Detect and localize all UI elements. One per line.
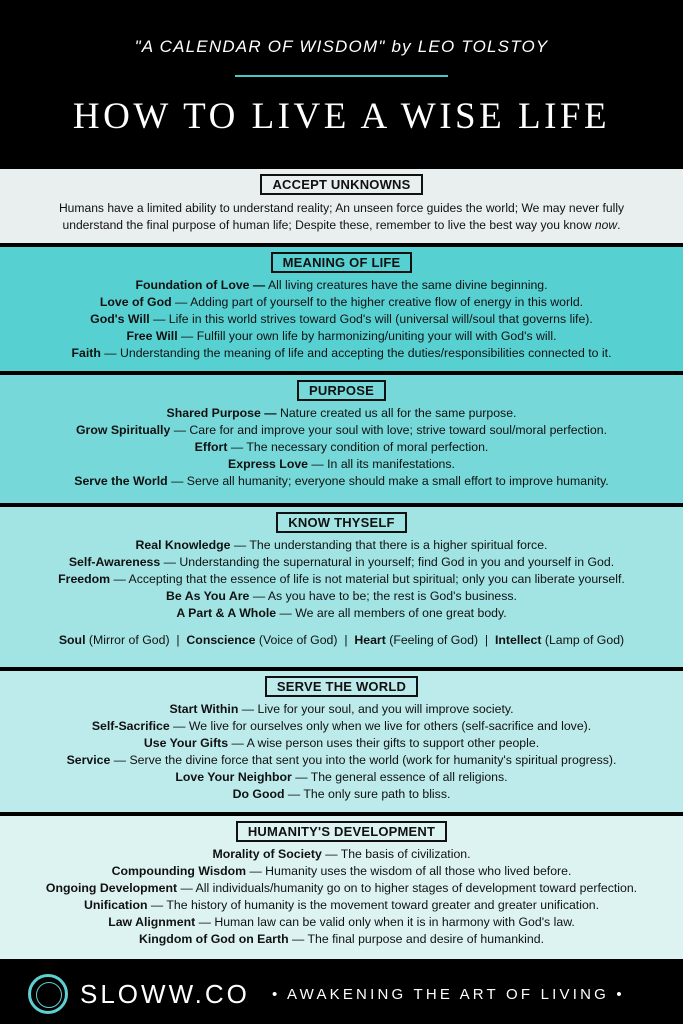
- faculties-line: [0, 633, 683, 647]
- item-text: — All individuals/humanity go on to higher stages of development toward perfection.: [177, 881, 638, 895]
- list-item: [0, 294, 683, 311]
- item-term: Morality of Society: [212, 847, 322, 861]
- item-term: Self-Sacrifice: [91, 719, 170, 733]
- item-text: Nature created us all for the same purpose.: [276, 406, 517, 420]
- list-item: [0, 786, 683, 803]
- item-text: — Care for and improve your soul with love; strive toward soul/moral perfection.: [170, 423, 608, 437]
- footer: [0, 963, 683, 1024]
- list-item: [0, 880, 683, 897]
- section-meaning-of-life: [0, 247, 683, 371]
- list-item: [0, 701, 683, 718]
- item-text: — We live for ourselves only when we live for others (self-sacrifice and love).: [169, 719, 592, 733]
- item-term: Love Your Neighbor: [175, 770, 292, 784]
- list-item: [0, 605, 683, 622]
- separator: |: [337, 633, 355, 647]
- item-text: — The necessary condition of moral perfection.: [227, 440, 489, 454]
- item-text: — As you have to be; the rest is God's business.: [249, 589, 517, 603]
- list-item: [0, 718, 683, 735]
- list-item: [0, 914, 683, 931]
- brand-name[interactable]: SLOWW.CO: [80, 979, 250, 1009]
- emphasis-text: now: [594, 218, 618, 232]
- item-text: — Serve all humanity; everyone should make a small effort to improve humanity.: [167, 474, 609, 488]
- page-subtitle: "A CALENDAR OF WISDOM" by LEO TOLSTOY: [134, 37, 549, 56]
- list-item: [0, 405, 683, 422]
- faculty-text: (Mirror of God): [85, 633, 170, 647]
- item-term: Kingdom of God on Earth: [138, 932, 289, 946]
- item-term: Faith: [71, 346, 101, 360]
- item-term: Love of God: [99, 295, 172, 309]
- item-text: — The basis of civilization.: [321, 847, 471, 861]
- faculty-term: Soul: [58, 633, 86, 647]
- item-text: — Adding part of yourself to the higher creative flow of energy in this world.: [171, 295, 584, 309]
- item-term: Self-Awareness: [68, 555, 161, 569]
- list-item: [0, 571, 683, 588]
- item-term: Compounding Wisdom: [111, 864, 247, 878]
- item-text: — Serve the divine force that sent you into the world (work for humanity's spiritual progress).: [110, 753, 617, 767]
- item-term: Unification: [83, 898, 148, 912]
- item-term: Do Good: [232, 787, 285, 801]
- section-body: [0, 701, 683, 803]
- list-item: [0, 311, 683, 328]
- item-term: Start Within: [169, 702, 239, 716]
- item-text: — In all its manifestations.: [308, 457, 455, 471]
- faculty-term: Intellect: [494, 633, 542, 647]
- list-item: [0, 863, 683, 880]
- list-item: [0, 439, 683, 456]
- separator: |: [478, 633, 495, 647]
- list-item: [0, 554, 683, 571]
- item-term: Service: [66, 753, 111, 767]
- item-term: Be As You Are: [166, 589, 250, 603]
- list-item: [0, 752, 683, 769]
- tagline: • AWAKENING THE ART OF LIVING •: [272, 986, 625, 1003]
- item-text: — The final purpose and desire of humankind.: [288, 932, 545, 946]
- body-text: understand the final purpose of human life; Despite these, remember to live the best way you know: [62, 218, 595, 232]
- sloww-circle-logo-icon[interactable]: [28, 974, 68, 1014]
- item-text: — Live for your soul, and you will improve society.: [238, 702, 514, 716]
- list-item: [0, 846, 683, 863]
- faculty-text: (Feeling of God): [385, 633, 479, 647]
- section-body: [0, 200, 683, 234]
- item-text: All living creatures have the same divine beginning.: [265, 278, 548, 292]
- section-heading: HUMANITY'S DEVELOPMENT: [236, 821, 447, 842]
- item-text: — Fulfill your own life by harmonizing/uniting your will with God's will.: [177, 329, 557, 343]
- faculty-term: Heart: [354, 633, 386, 647]
- header: [0, 0, 683, 165]
- section-accept-unknowns: [0, 169, 683, 243]
- body-line: Humans have a limited ability to understand reality; An unseen force guides the world; We may never fully: [58, 201, 625, 215]
- item-term: Use Your Gifts: [143, 736, 229, 750]
- section-heading: SERVE THE WORLD: [265, 676, 418, 697]
- item-term: Freedom: [58, 572, 111, 586]
- item-text: — Accepting that the essence of life is not material but spiritual; only you can liberate yourself.: [110, 572, 625, 586]
- item-text: — The understanding that there is a higher spiritual force.: [230, 538, 548, 552]
- section-know-thyself: [0, 507, 683, 667]
- body-line: [0, 217, 683, 234]
- page-title: HOW TO LIVE A WISE LIFE: [72, 96, 611, 137]
- item-term: Law Alignment: [108, 915, 196, 929]
- separator: |: [169, 633, 187, 647]
- item-text: — The only sure path to bliss.: [284, 787, 451, 801]
- list-item: [0, 735, 683, 752]
- item-text: — The history of humanity is the movement toward greater and greater unification.: [147, 898, 600, 912]
- item-term: Grow Spiritually: [75, 423, 171, 437]
- section-humanitys-development: [0, 816, 683, 959]
- list-item: [0, 931, 683, 948]
- list-item: [0, 897, 683, 914]
- list-item: [0, 422, 683, 439]
- list-item: [0, 537, 683, 554]
- item-term: Serve the World: [74, 474, 168, 488]
- item-term: Ongoing Development: [45, 881, 178, 895]
- list-item: [0, 277, 683, 294]
- section-heading: PURPOSE: [297, 380, 386, 401]
- item-text: — Human law can be valid only when it is in harmony with God's law.: [195, 915, 575, 929]
- section-serve-the-world: [0, 671, 683, 812]
- body-text: .: [617, 218, 621, 232]
- section-heading: ACCEPT UNKNOWNS: [260, 174, 422, 195]
- item-text: — Understanding the supernatural in yourself; find God in you and yourself in God.: [160, 555, 615, 569]
- item-term: A Part & A Whole: [176, 606, 277, 620]
- faculty-text: (Lamp of God): [541, 633, 625, 647]
- section-body: [0, 405, 683, 490]
- item-term: Shared Purpose —: [166, 406, 277, 420]
- item-text: — We are all members of one great body.: [276, 606, 507, 620]
- item-term: Real Knowledge: [135, 538, 231, 552]
- list-item: [0, 345, 683, 362]
- item-term: Express Love: [228, 457, 309, 471]
- item-text: — Humanity uses the wisdom of all those who lived before.: [246, 864, 572, 878]
- item-text: — A wise person uses their gifts to support other people.: [228, 736, 540, 750]
- item-term: God's Will: [90, 312, 150, 326]
- section-body: [0, 846, 683, 948]
- item-text: — The general essence of all religions.: [291, 770, 508, 784]
- list-item: [0, 588, 683, 605]
- section-purpose: [0, 375, 683, 503]
- item-term: Effort: [194, 440, 228, 454]
- section-heading: KNOW THYSELF: [276, 512, 406, 533]
- faculty-term: Conscience: [186, 633, 256, 647]
- item-term: Free Will: [126, 329, 178, 343]
- section-heading: MEANING OF LIFE: [271, 252, 413, 273]
- list-item: [0, 769, 683, 786]
- item-text: — Life in this world strives toward God's will (universal will/soul that governs life).: [149, 312, 593, 326]
- list-item: [0, 328, 683, 345]
- item-text: — Understanding the meaning of life and accepting the duties/responsibilities connected to it.: [100, 346, 612, 360]
- section-body: [0, 537, 683, 647]
- section-body: [0, 277, 683, 362]
- item-term: Foundation of Love —: [135, 278, 266, 292]
- faculty-text: (Voice of God): [255, 633, 338, 647]
- list-item: [0, 456, 683, 473]
- list-item: [0, 473, 683, 490]
- header-divider: [235, 75, 448, 77]
